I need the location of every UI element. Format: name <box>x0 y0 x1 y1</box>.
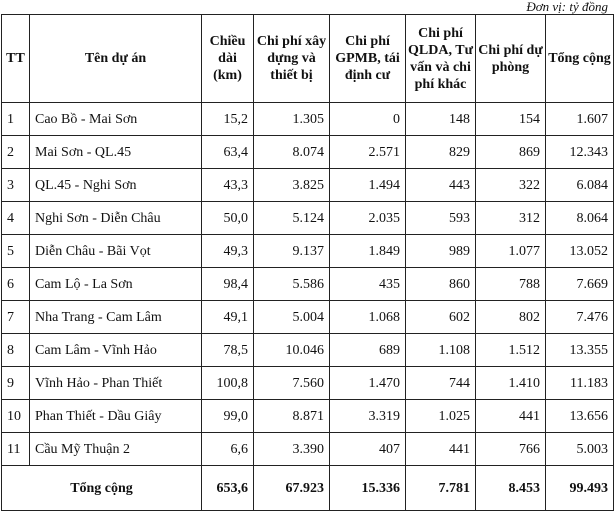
row-construction: 5.586 <box>254 268 330 301</box>
row-length: 15,2 <box>202 103 254 136</box>
row-construction: 3.390 <box>254 433 330 466</box>
row-project-name: Cầu Mỹ Thuận 2 <box>30 433 202 466</box>
row-management: 1.025 <box>406 400 476 433</box>
row-clearance: 435 <box>330 268 406 301</box>
row-project-name: Cam Lộ - La Sơn <box>30 268 202 301</box>
row-construction: 1.305 <box>254 103 330 136</box>
row-total: 1.607 <box>546 103 614 136</box>
row-length: 100,8 <box>202 367 254 400</box>
row-tt: 4 <box>2 202 30 235</box>
table-row <box>2 400 614 433</box>
total-length: 653,6 <box>202 466 254 511</box>
row-clearance: 0 <box>330 103 406 136</box>
row-project-name: Cam Lâm - Vĩnh Hảo <box>30 334 202 367</box>
row-project-name: Diễn Châu - Bãi Vọt <box>30 235 202 268</box>
table-row <box>2 202 614 235</box>
row-length: 49,1 <box>202 301 254 334</box>
row-length: 6,6 <box>202 433 254 466</box>
row-construction: 5.004 <box>254 301 330 334</box>
row-tt: 10 <box>2 400 30 433</box>
row-contingency: 788 <box>476 268 546 301</box>
row-clearance: 3.319 <box>330 400 406 433</box>
row-tt: 3 <box>2 169 30 202</box>
header-total: Tổng cộng <box>546 15 614 103</box>
row-management: 443 <box>406 169 476 202</box>
row-tt: 11 <box>2 433 30 466</box>
table-row <box>2 136 614 169</box>
row-clearance: 407 <box>330 433 406 466</box>
row-total: 11.183 <box>546 367 614 400</box>
table-row <box>2 334 614 367</box>
row-management: 1.108 <box>406 334 476 367</box>
total-label: Tổng cộng <box>2 466 202 511</box>
row-total: 6.084 <box>546 169 614 202</box>
total-clearance: 15.336 <box>330 466 406 511</box>
row-tt: 9 <box>2 367 30 400</box>
total-management: 7.781 <box>406 466 476 511</box>
row-tt: 6 <box>2 268 30 301</box>
header-construction-cost: Chi phí xây dựng và thiết bị <box>254 15 330 103</box>
row-tt: 7 <box>2 301 30 334</box>
total-row <box>2 466 614 511</box>
header-management-cost: Chi phí QLDA, Tư vấn và chi phí khác <box>406 15 476 103</box>
row-total: 13.355 <box>546 334 614 367</box>
row-clearance: 2.571 <box>330 136 406 169</box>
row-length: 63,4 <box>202 136 254 169</box>
row-management: 441 <box>406 433 476 466</box>
row-tt: 1 <box>2 103 30 136</box>
row-contingency: 766 <box>476 433 546 466</box>
header-length: Chiều dài (km) <box>202 15 254 103</box>
row-construction: 8.074 <box>254 136 330 169</box>
header-project-name: Tên dự án <box>30 15 202 103</box>
row-length: 99,0 <box>202 400 254 433</box>
row-total: 7.476 <box>546 301 614 334</box>
row-contingency: 1.077 <box>476 235 546 268</box>
row-management: 744 <box>406 367 476 400</box>
row-length: 49,3 <box>202 235 254 268</box>
row-contingency: 1.410 <box>476 367 546 400</box>
table-row <box>2 367 614 400</box>
row-total: 7.669 <box>546 268 614 301</box>
row-construction: 5.124 <box>254 202 330 235</box>
row-tt: 8 <box>2 334 30 367</box>
row-contingency: 869 <box>476 136 546 169</box>
row-project-name: Cao Bồ - Mai Sơn <box>30 103 202 136</box>
table-row <box>2 169 614 202</box>
row-contingency: 1.512 <box>476 334 546 367</box>
table-row <box>2 103 614 136</box>
row-length: 43,3 <box>202 169 254 202</box>
row-management: 602 <box>406 301 476 334</box>
header-row <box>2 15 614 103</box>
row-total: 12.343 <box>546 136 614 169</box>
row-total: 5.003 <box>546 433 614 466</box>
row-construction: 7.560 <box>254 367 330 400</box>
row-construction: 10.046 <box>254 334 330 367</box>
table-row <box>2 301 614 334</box>
row-total: 8.064 <box>546 202 614 235</box>
row-management: 829 <box>406 136 476 169</box>
row-clearance: 1.849 <box>330 235 406 268</box>
total-contingency: 8.453 <box>476 466 546 511</box>
row-management: 989 <box>406 235 476 268</box>
row-construction: 9.137 <box>254 235 330 268</box>
row-contingency: 322 <box>476 169 546 202</box>
row-project-name: Mai Sơn - QL.45 <box>30 136 202 169</box>
row-length: 98,4 <box>202 268 254 301</box>
header-land-clearance-cost: Chi phí GPMB, tái định cư <box>330 15 406 103</box>
row-project-name: QL.45 - Nghi Sơn <box>30 169 202 202</box>
row-clearance: 1.068 <box>330 301 406 334</box>
table-row <box>2 235 614 268</box>
total-total: 99.493 <box>546 466 614 511</box>
row-total: 13.052 <box>546 235 614 268</box>
row-contingency: 441 <box>476 400 546 433</box>
row-clearance: 1.470 <box>330 367 406 400</box>
row-length: 78,5 <box>202 334 254 367</box>
row-clearance: 2.035 <box>330 202 406 235</box>
row-clearance: 689 <box>330 334 406 367</box>
header-tt: TT <box>2 15 30 103</box>
row-clearance: 1.494 <box>330 169 406 202</box>
table-row <box>2 433 614 466</box>
unit-note: Đơn vị: tỷ đồng <box>526 0 608 14</box>
row-project-name: Phan Thiết - Dầu Giây <box>30 400 202 433</box>
row-tt: 2 <box>2 136 30 169</box>
total-construction: 67.923 <box>254 466 330 511</box>
row-project-name: Vĩnh Hảo - Phan Thiết <box>30 367 202 400</box>
row-total: 13.656 <box>546 400 614 433</box>
row-management: 593 <box>406 202 476 235</box>
row-project-name: Nha Trang - Cam Lâm <box>30 301 202 334</box>
row-length: 50,0 <box>202 202 254 235</box>
row-construction: 3.825 <box>254 169 330 202</box>
row-tt: 5 <box>2 235 30 268</box>
row-management: 148 <box>406 103 476 136</box>
row-project-name: Nghi Sơn - Diễn Châu <box>30 202 202 235</box>
project-cost-table <box>1 14 614 511</box>
row-management: 860 <box>406 268 476 301</box>
header-contingency-cost: Chi phí dự phòng <box>476 15 546 103</box>
row-contingency: 154 <box>476 103 546 136</box>
row-construction: 8.871 <box>254 400 330 433</box>
table-row <box>2 268 614 301</box>
row-contingency: 312 <box>476 202 546 235</box>
row-contingency: 802 <box>476 301 546 334</box>
